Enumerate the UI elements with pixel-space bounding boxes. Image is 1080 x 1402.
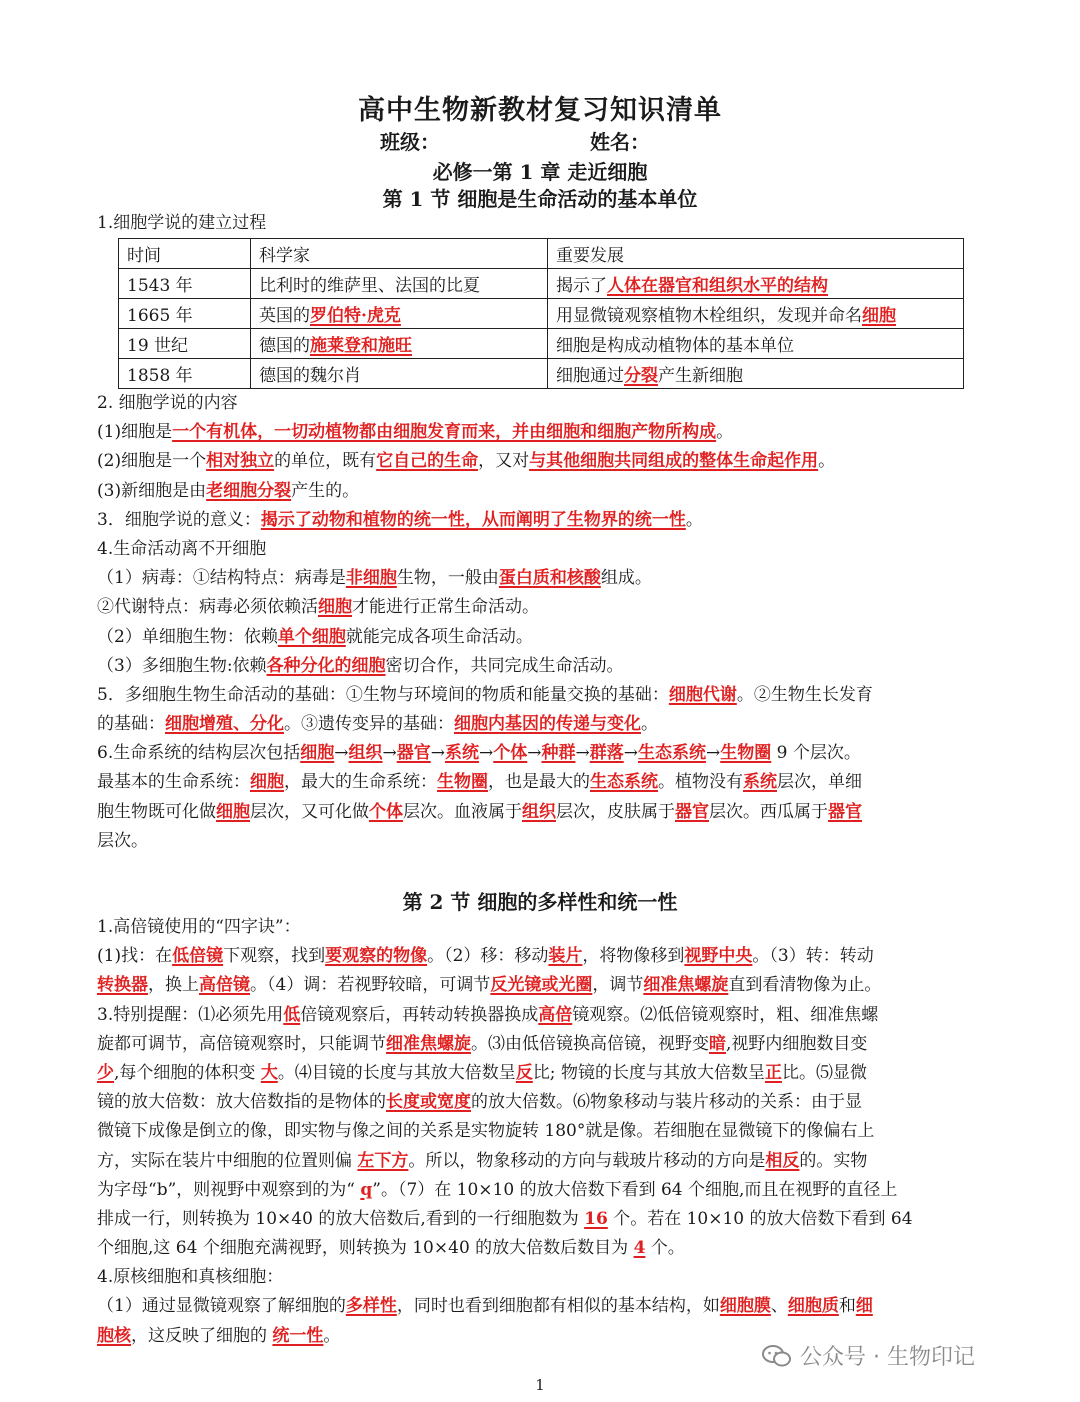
- text-run: 。: [641, 714, 658, 735]
- text-run: 。: [818, 451, 836, 472]
- highlighted-answer: 统一性: [272, 1325, 324, 1346]
- cell-development: [548, 359, 964, 389]
- text-run: 个。: [645, 1238, 685, 1259]
- highlighted-answer: 个体: [493, 743, 528, 764]
- highlighted-answer: 相反: [765, 1150, 800, 1171]
- cell-development: [548, 269, 964, 299]
- text-run: 微镜下成像是倒立的像，即实物与像之间的关系是实物旋转 180°就是像。若细胞在显微镜下的像偏右上: [97, 1121, 875, 1142]
- text-line: [97, 913, 975, 942]
- text-run: ，也是最大的: [488, 772, 590, 793]
- cell-time: 1543 年: [119, 269, 251, 299]
- text-line: [97, 971, 975, 1000]
- text-run: →: [623, 743, 638, 764]
- highlighted-answer: 老细胞分裂: [206, 480, 292, 501]
- highlighted-answer: 细胞增殖、分化: [165, 714, 284, 735]
- text-run: ，调节: [592, 975, 644, 996]
- cell-text: 产生新细胞: [658, 366, 743, 386]
- text-run: 镜的放大倍数：放大倍数指的是物体的: [97, 1092, 386, 1113]
- cell-scientist: [251, 299, 548, 329]
- text-line: [97, 593, 975, 622]
- text-run: 2. 细胞学说的内容: [97, 393, 238, 413]
- text-line: [97, 1292, 975, 1321]
- text-run: ,每个细胞的体积变: [114, 1062, 261, 1083]
- text-line: [97, 389, 975, 418]
- highlighted-answer: 细准焦螺旋: [386, 1033, 471, 1054]
- highlighted-answer: 施莱登和施旺: [310, 336, 412, 356]
- table-header-row: [119, 239, 964, 269]
- highlighted-answer: 细: [855, 1296, 873, 1317]
- text-line: [97, 710, 975, 739]
- text-line: [97, 1001, 975, 1030]
- highlighted-answer: 细胞: [318, 597, 352, 618]
- text-run: 。所以，物象移动的方向与载玻片移动的方向是: [408, 1150, 766, 1171]
- s1-question-1: [97, 209, 975, 238]
- text-run: 排成一行，则转换为 10×40 的放大倍数后,看到的一行细胞数为: [97, 1208, 585, 1229]
- cell-text: 英国的: [259, 306, 310, 326]
- doc-title: 高中生物新教材复习知识清单: [358, 95, 722, 126]
- text-run: ，同时也看到细胞都有相似的基本结构，如: [396, 1296, 720, 1317]
- text-line: [97, 477, 975, 506]
- text-line: [97, 1205, 975, 1234]
- highlighted-answer: 罗伯特·虎克: [310, 306, 401, 326]
- highlighted-answer: 少: [97, 1062, 114, 1083]
- cell-text: 比利时的维萨里、法国的比夏: [259, 276, 480, 296]
- header-development: 重要发展: [548, 239, 964, 269]
- text-line: [97, 942, 975, 971]
- text-run: 。②生物生长发育: [736, 684, 873, 705]
- highlighted-answer: 组织: [522, 801, 556, 822]
- text-run: 镜观察。⑵低倍镜观察时，粗、细准焦螺: [572, 1004, 879, 1025]
- text-line: [97, 1030, 975, 1059]
- highlighted-answer: 多样性: [345, 1296, 397, 1317]
- cell-development: [548, 329, 964, 359]
- text-run: ，这反映了细胞的: [131, 1325, 273, 1346]
- table-row: [119, 269, 964, 299]
- text-run: 层次，又可化做: [250, 801, 369, 822]
- text-run: 旋都可调节，高倍镜观察时，只能调节: [97, 1033, 386, 1054]
- text-line: [97, 1059, 975, 1088]
- section-1-heading: 第 1 节 细胞是生命活动的基本单位: [382, 187, 698, 211]
- text-run: 比。⑸显微: [781, 1062, 867, 1083]
- highlighted-answer: 系统: [743, 772, 777, 793]
- cell-text: 细胞是构成动植物体的基本单位: [556, 336, 794, 356]
- highlighted-answer: 分裂: [624, 366, 658, 386]
- text-line: [97, 564, 975, 593]
- highlighted-answer: 组织: [348, 743, 383, 764]
- text-run: →: [705, 743, 721, 764]
- text-run: 的单位，既有: [274, 451, 377, 472]
- cell-development: [548, 299, 964, 329]
- text-run: 4.生命活动离不开细胞: [97, 538, 267, 559]
- highlighted-answer: 细准焦螺旋: [643, 975, 729, 996]
- text-run: (1)找：在: [97, 946, 173, 967]
- cell-scientist: [251, 329, 548, 359]
- highlighted-answer: 非细胞: [345, 568, 397, 589]
- highlighted-answer: 转换器: [97, 975, 148, 996]
- text-run: 。（3）转：转动: [752, 946, 874, 967]
- text-line: [97, 1117, 975, 1146]
- text-line: [97, 506, 975, 535]
- text-run: ，最大的生命系统：: [284, 772, 437, 793]
- cell-text: 德国的: [259, 336, 310, 356]
- cell-scientist: [251, 269, 548, 299]
- highlighted-answer: 细胞: [300, 743, 335, 764]
- text-line: [97, 447, 975, 476]
- text-run: 才能进行正常生命活动。: [352, 597, 539, 618]
- table-row: [119, 329, 964, 359]
- highlighted-answer: 细胞内基因的传递与变化: [454, 714, 641, 735]
- text-run: （1）通过显微镜观察了解细胞的: [97, 1296, 346, 1317]
- text-run: 层次，皮肤属于: [556, 801, 675, 822]
- text-line: [97, 418, 975, 447]
- highlighted-answer: 高倍镜: [199, 975, 250, 996]
- highlighted-answer: 反光镜或光圈: [490, 975, 593, 996]
- text-run: 。: [323, 1325, 341, 1346]
- highlighted-answer: 正: [764, 1062, 782, 1083]
- text-run: 6.生命系统的结构层次包括: [97, 743, 301, 764]
- text-line: [97, 827, 975, 856]
- text-run: (1)细胞是: [97, 422, 173, 443]
- text-run: 。: [716, 422, 734, 443]
- text-line: [97, 623, 975, 652]
- highlighted-answer: 细胞: [216, 801, 250, 822]
- cell-text: 德国的魏尔肖: [259, 366, 361, 386]
- text-run: 1.高倍镜使用的“四字诀”：: [97, 917, 301, 937]
- text-run: 层次，单细: [777, 772, 862, 793]
- text-run: 。⑶由低倍镜换高倍镜，视野变: [471, 1033, 709, 1054]
- chapter-heading: 必修一第 1 章 走近细胞: [432, 160, 648, 184]
- highlighted-answer: 低倍镜: [172, 946, 224, 967]
- cell-text: 细胞通过: [556, 366, 624, 386]
- text-run: 层次。西瓜属于: [709, 801, 828, 822]
- text-run: 为字母“b”，则视野中观察到的为“: [97, 1179, 361, 1200]
- text-run: 组成。: [600, 568, 652, 589]
- highlighted-answer: 蛋白质和核酸: [498, 568, 601, 589]
- text-run: 产生的。: [291, 480, 360, 501]
- text-run: 生物，一般由: [396, 568, 499, 589]
- text-run: 。: [685, 509, 703, 530]
- highlighted-answer: 种群: [541, 743, 576, 764]
- name-row: [0, 126, 1080, 155]
- text-line: [97, 1176, 975, 1205]
- text-run: （1）病毒：①结构特点：病毒是: [97, 568, 346, 589]
- highlighted-answer: 各种分化的细胞: [266, 655, 386, 676]
- watermark-text: 公众号 · 生物印记: [800, 1345, 975, 1370]
- highlighted-answer: 人体在器官和组织水平的结构: [607, 276, 828, 296]
- text-run: 就能完成各项生命活动。: [345, 626, 533, 647]
- text-run: 5．多细胞生物生命活动的基础：①生物与环境间的物质和能量交换的基础：: [97, 684, 669, 705]
- highlighted-answer: 生物圈: [437, 772, 488, 793]
- highlighted-answer: 群落: [589, 743, 624, 764]
- text-run: 层次。血液属于: [403, 801, 522, 822]
- text-run: ”。（7）在 10×10 的放大倍数下看到 64 个细胞,而且在视野的直径上: [372, 1179, 898, 1200]
- highlighted-answer: 细胞: [862, 306, 896, 326]
- text-line: [97, 768, 975, 797]
- text-run: (2)细胞是一个: [97, 451, 207, 472]
- text-line: [97, 681, 975, 710]
- highlighted-answer: 细胞膜: [719, 1296, 771, 1317]
- text-run: ,视野内细胞数目变: [726, 1033, 868, 1054]
- text-run: →: [527, 743, 542, 764]
- text-line: [97, 739, 975, 768]
- highlighted-answer: 与其他细胞共同组成的整体生命起作用: [529, 451, 819, 472]
- text-run: ，将物像移到: [582, 946, 685, 967]
- section-2-heading: 第 2 节 细胞的多样性和统一性: [402, 890, 678, 914]
- highlighted-answer: 器官: [828, 801, 862, 822]
- text-run: 胞生物既可化做: [97, 801, 216, 822]
- text-line: [97, 1263, 975, 1292]
- text-run: 。植物没有: [658, 772, 743, 793]
- text-run: 。③遗传变异的基础：: [284, 714, 454, 735]
- text-run: →: [430, 743, 445, 764]
- text-run: （2）单细胞生物：依赖: [97, 626, 278, 647]
- highlighted-answer: 低: [283, 1004, 301, 1025]
- table-row: [119, 359, 964, 389]
- highlighted-answer: 一个有机体，一切动植物都由细胞发育而来，并由细胞和细胞产物所构成: [172, 422, 717, 443]
- text-run: →: [382, 743, 397, 764]
- section-1-content: [97, 389, 975, 856]
- text-run: 个。若在 10×10 的放大倍数下看到 64: [607, 1208, 913, 1229]
- highlighted-answer: 生态系统: [590, 772, 658, 793]
- highlighted-answer: 生态系统: [637, 743, 706, 764]
- text-run: 。（4）调：若视野较暗，可调节: [250, 975, 491, 996]
- text-run: 比; 物镜的长度与其放大倍数呈: [532, 1062, 765, 1083]
- highlighted-answer: 系统: [444, 743, 479, 764]
- highlighted-answer: 高倍: [538, 1004, 573, 1025]
- highlighted-answer: 单个细胞: [277, 626, 346, 647]
- text-run: 倍镜观察后，再转动转换器换成: [300, 1004, 539, 1025]
- class-label: 班级：: [380, 130, 440, 154]
- text-run: 、: [770, 1296, 788, 1317]
- highlighted-answer: 要观察的物像: [325, 946, 428, 967]
- text-run: →: [575, 743, 590, 764]
- header-time: 时间: [119, 239, 251, 269]
- highlighted-answer: 细胞质: [787, 1296, 839, 1317]
- text-run: 3．细胞学说的意义：: [97, 509, 261, 530]
- highlighted-answer: 器官: [396, 743, 431, 764]
- page-number: 1: [535, 1376, 545, 1394]
- text-run: 的基础：: [97, 714, 165, 735]
- text-run: 和: [838, 1296, 856, 1317]
- highlighted-answer: 细胞代谢: [668, 684, 737, 705]
- cell-text: 用显微镜观察植物木栓组织，发现并命名: [556, 306, 862, 326]
- text-line: [97, 1147, 975, 1176]
- header-scientist: 科学家: [251, 239, 548, 269]
- text-run: 3.特别提醒：⑴必须先用: [97, 1004, 284, 1025]
- text-run: 方，实际在装片中细胞的位置则偏: [97, 1150, 358, 1171]
- highlighted-answer: 大: [260, 1062, 278, 1083]
- text-run: 的放大倍数。⑹物象移动与装片移动的关系：由于显: [471, 1092, 862, 1113]
- text-run: 。（2）移：移动: [427, 946, 549, 967]
- highlighted-answer: 相对独立: [206, 451, 275, 472]
- cell-time: 1858 年: [119, 359, 251, 389]
- text-run: ，又对: [478, 451, 530, 472]
- table-row: [119, 299, 964, 329]
- wechat-icon: [762, 1344, 792, 1368]
- highlighted-answer: 视野中央: [684, 946, 753, 967]
- highlighted-answer: 装片: [548, 946, 583, 967]
- text-run: 密切合作，共同完成生命活动。: [385, 655, 624, 676]
- text-run: 下观察，找到: [223, 946, 326, 967]
- watermark: [762, 1340, 975, 1371]
- highlighted-answer: 胞核: [97, 1325, 131, 1346]
- text-run: （3）多细胞生物:依赖: [97, 655, 267, 676]
- highlighted-answer: 揭示了动物和植物的统一性，从而阐明了生物界的统一性: [260, 509, 686, 530]
- text-run: 的。实物: [799, 1150, 868, 1171]
- text-line: [97, 1234, 975, 1263]
- text-line: [97, 798, 975, 827]
- highlighted-answer: 左下方: [357, 1150, 409, 1171]
- highlighted-answer: 长度或宽度: [386, 1092, 471, 1113]
- highlighted-answer: q: [360, 1179, 373, 1200]
- text-run: 9 个层次。: [771, 743, 861, 764]
- section-2-content: [97, 913, 975, 1351]
- cell-scientist: [251, 359, 548, 389]
- s1-q1-text: 1.细胞学说的建立过程: [97, 213, 267, 233]
- highlighted-answer: 细胞: [250, 772, 284, 793]
- text-line: [97, 535, 975, 564]
- text-run: 4.原核细胞和真核细胞：: [97, 1267, 284, 1288]
- highlighted-answer: 反: [515, 1062, 533, 1083]
- text-run: ②代谢特点：病毒必须依赖活: [97, 597, 318, 618]
- text-run: (3)新细胞是由: [97, 480, 207, 501]
- highlighted-answer: 16: [584, 1208, 608, 1229]
- cell-text: 揭示了: [556, 276, 607, 296]
- text-line: [97, 652, 975, 681]
- text-run: →: [478, 743, 494, 764]
- cell-time: 1665 年: [119, 299, 251, 329]
- text-run: 直到看清物像为止。: [728, 975, 882, 996]
- highlighted-answer: 器官: [675, 801, 709, 822]
- highlighted-answer: 4: [633, 1238, 646, 1259]
- text-run: 层次。: [97, 830, 148, 851]
- text-line: [97, 1088, 975, 1117]
- highlighted-answer: 暗: [709, 1033, 726, 1054]
- text-run: →: [334, 743, 349, 764]
- highlighted-answer: 个体: [369, 801, 403, 822]
- highlighted-answer: 它自己的生命: [376, 451, 479, 472]
- text-run: 最基本的生命系统：: [97, 772, 250, 793]
- text-run: 个细胞,这 64 个细胞充满视野，则转换为 10×40 的放大倍数后数目为: [97, 1238, 634, 1259]
- name-label: 姓名：: [590, 130, 650, 154]
- highlighted-answer: 生物圈: [720, 743, 772, 764]
- cell-theory-table: [118, 238, 964, 389]
- cell-time: 19 世纪: [119, 329, 251, 359]
- text-run: ，换上: [148, 975, 199, 996]
- text-run: 。⑷目镜的长度与其放大倍数呈: [277, 1062, 516, 1083]
